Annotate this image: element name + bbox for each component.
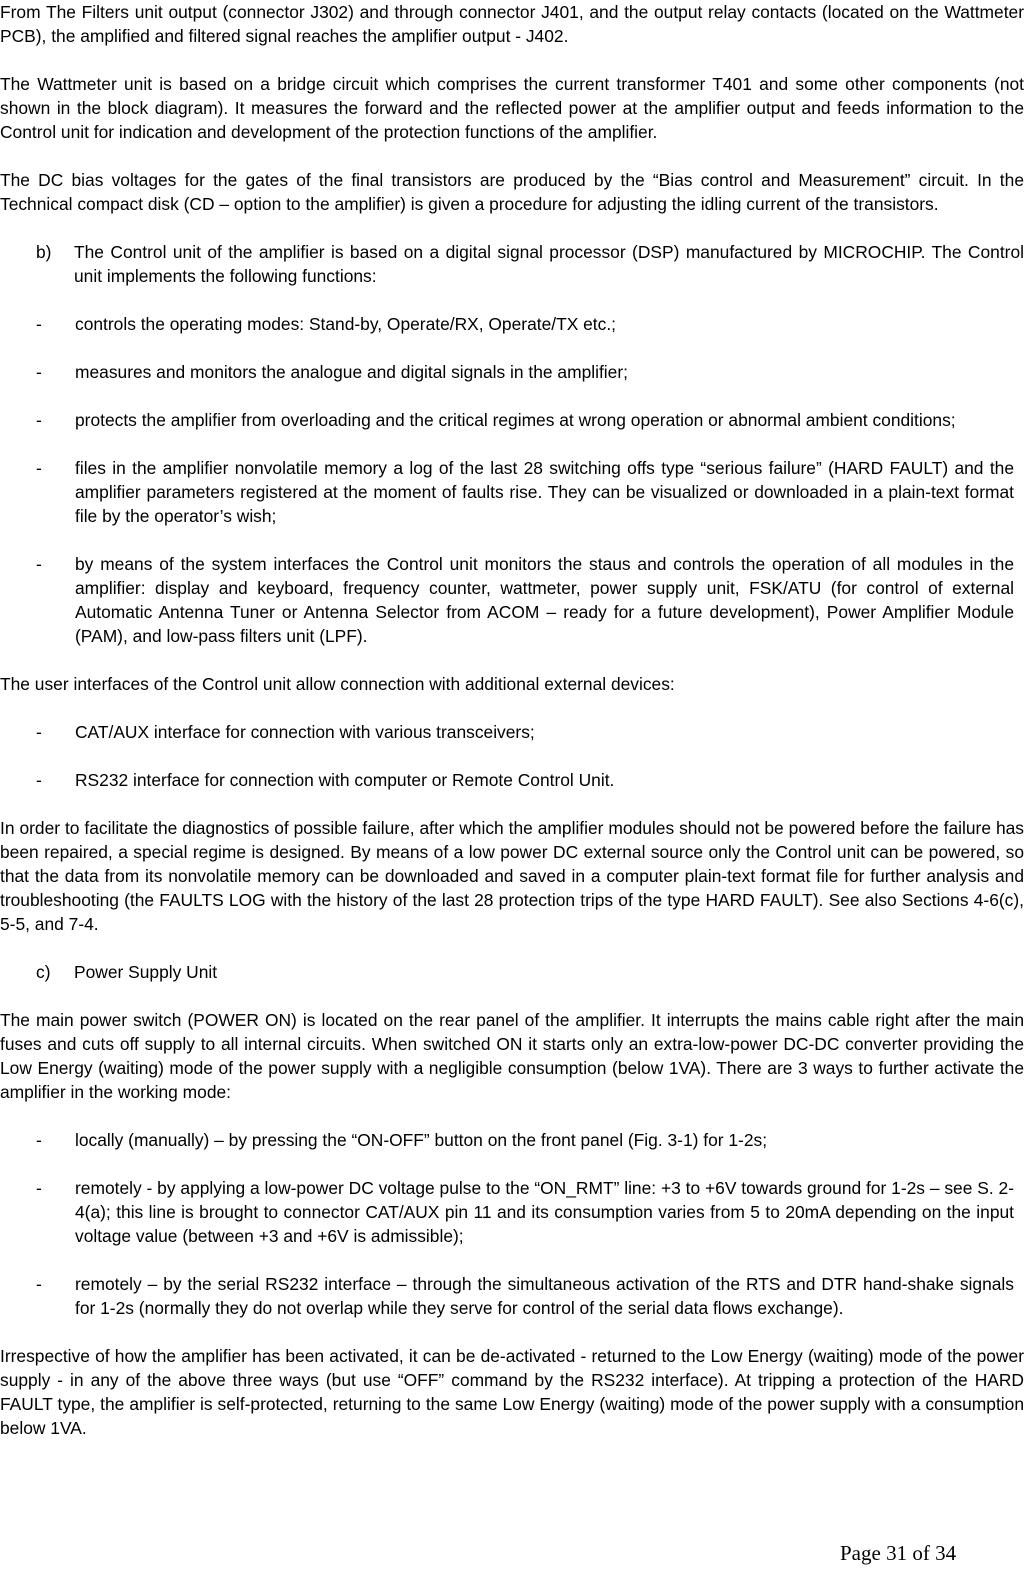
list-item-text: files in the amplifier nonvolatile memory a log of the last 28 switching offs type “serious failure” (HARD FAULT) and the amplifier parameters registered at the moment of faults rise. They can be visualized or downloaded in a plain-text format file by the operator’s wish; [75,458,1014,526]
list-item-text: remotely – by the serial RS232 interface – through the simultaneous activation of the RTS and DTR hand-shake signals for 1-2s (normally they do not overlap while they serve for control of the serial data flows exchange). [75,1274,1014,1318]
list-dash: - [36,1130,42,1150]
list-item-text: protects the amplifier from overloading and the critical regimes at wrong operation or abnormal ambient conditions; [75,410,956,430]
list-item-text: controls the operating modes: Stand-by, Operate/RX, Operate/TX etc.; [75,314,616,334]
list-dash: - [36,410,42,430]
paragraph-filters-output: From The Filters unit output (connector J302) and through connector J401, and the output relay contacts (located on the Wattmeter PCB), the amplified and filtered signal reaches the amplifier output - J402. [0,2,1024,46]
paragraph-diagnostics: In order to facilitate the diagnostics of possible failure, after which the amplifier modules should not be powered before the failure has been repaired, a special regime is designed. By means of a low power DC external source only the Control unit can be powered, so that the data from its nonvolatile memory can be downloaded and saved in a computer plain-text format file for further analysis and troubleshooting (the FAULTS LOG with the history of the last 28 protection trips of the type HARD FAULT). See also Sections 4-6(c), 5-5, and 7-4. [0,818,1024,934]
list-item-activation-way [0,1128,1024,1152]
list-item-text: by means of the system interfaces the Control unit monitors the staus and controls the operation of all modules in the amplifier: display and keyboard, frequency counter, wattmeter, power supply unit, FSK/ATU (for control of external Automatic Antenna Tuner or Antenna Selector from ACOM – ready for a future development), Power Amplifier Module (PAM), and low-pass filters unit (LPF). [75,554,1014,646]
list-item-text: remotely - by applying a low-power DC voltage pulse to the “ON_RMT” line: +3 to +6V towards ground for 1-2s – see S. 2-4(a); this line is brought to connector CAT/AUX pin 11 and its consumption varies from 5 to 20mA depending on the input voltage value (between +3 and +6V is admissible); [75,1178,1014,1246]
paragraph-deactivation: Irrespective of how the amplifier has been activated, it can be de-activated - returned to the Low Energy (waiting) mode of the power supply - in any of the above three ways (but use “OFF” command by the RS232 interface). At tripping a protection of the HARD FAULT type, the amplifier is self-protected, returning to the same Low Energy (waiting) mode of the power supply with a consumption below 1VA. [0,1346,1024,1438]
list-dash: - [36,362,42,382]
list-item-activation-way [0,1272,1024,1320]
list-dash: - [36,1274,42,1294]
list-item-text: locally (manually) – by pressing the “ON-OFF” button on the front panel (Fig. 3-1) for 1-2s; [75,1130,768,1150]
list-item-text: CAT/AUX interface for connection with various transceivers; [75,722,535,742]
list-dash: - [36,770,42,790]
list-item-control-function [0,552,1024,648]
list-dash: - [36,554,42,574]
section-b-control-unit [0,240,1024,288]
list-item-text: measures and monitors the analogue and digital signals in the amplifier; [75,362,628,382]
section-c-title: Power Supply Unit [74,962,218,982]
paragraph-power-intro: The main power switch (POWER ON) is located on the rear panel of the amplifier. It interrupts the mains cable right after the main fuses and cuts off supply to all internal circuits. When switched ON it starts only an extra-low-power DC-DC converter providing the Low Energy (waiting) mode of the power supply with a negligible consumption (below 1VA). There are 3 ways to further activate the amplifier in the working mode: [0,1010,1024,1102]
list-item-activation-way [0,1176,1024,1248]
list-item-user-interface [0,720,1024,744]
section-c-power-supply [0,960,1024,984]
section-b-marker: b) [36,242,52,262]
list-item-control-function [0,360,1024,384]
list-item-control-function [0,408,1024,432]
paragraph-dc-bias: The DC bias voltages for the gates of the final transistors are produced by the “Bias control and Measurement” circuit. In the Technical compact disk (CD – option to the amplifier) is given a procedure for adjusting the idling current of the transistors. [0,170,1024,214]
list-item-control-function [0,312,1024,336]
paragraph-wattmeter: The Wattmeter unit is based on a bridge circuit which comprises the current transformer T401 and some other components (not shown in the block diagram). It measures the forward and the reflected power at the amplifier output and feeds information to the Control unit for indication and development of the protection functions of the amplifier. [0,74,1024,142]
list-item-user-interface [0,768,1024,792]
list-dash: - [36,722,42,742]
section-b-text: The Control unit of the amplifier is based on a digital signal processor (DSP) manufactured by MICROCHIP. The Control unit implements the following functions: [74,242,1024,286]
list-dash: - [36,1178,42,1198]
page-number: Page 31 of 34 [840,1541,957,1565]
list-dash: - [36,314,42,334]
section-c-marker: c) [36,962,51,982]
list-dash: - [36,458,42,478]
paragraph-user-interfaces-intro: The user interfaces of the Control unit allow connection with additional external devices: [0,674,675,694]
list-item-text: RS232 interface for connection with computer or Remote Control Unit. [75,770,615,790]
list-item-control-function [0,456,1024,528]
